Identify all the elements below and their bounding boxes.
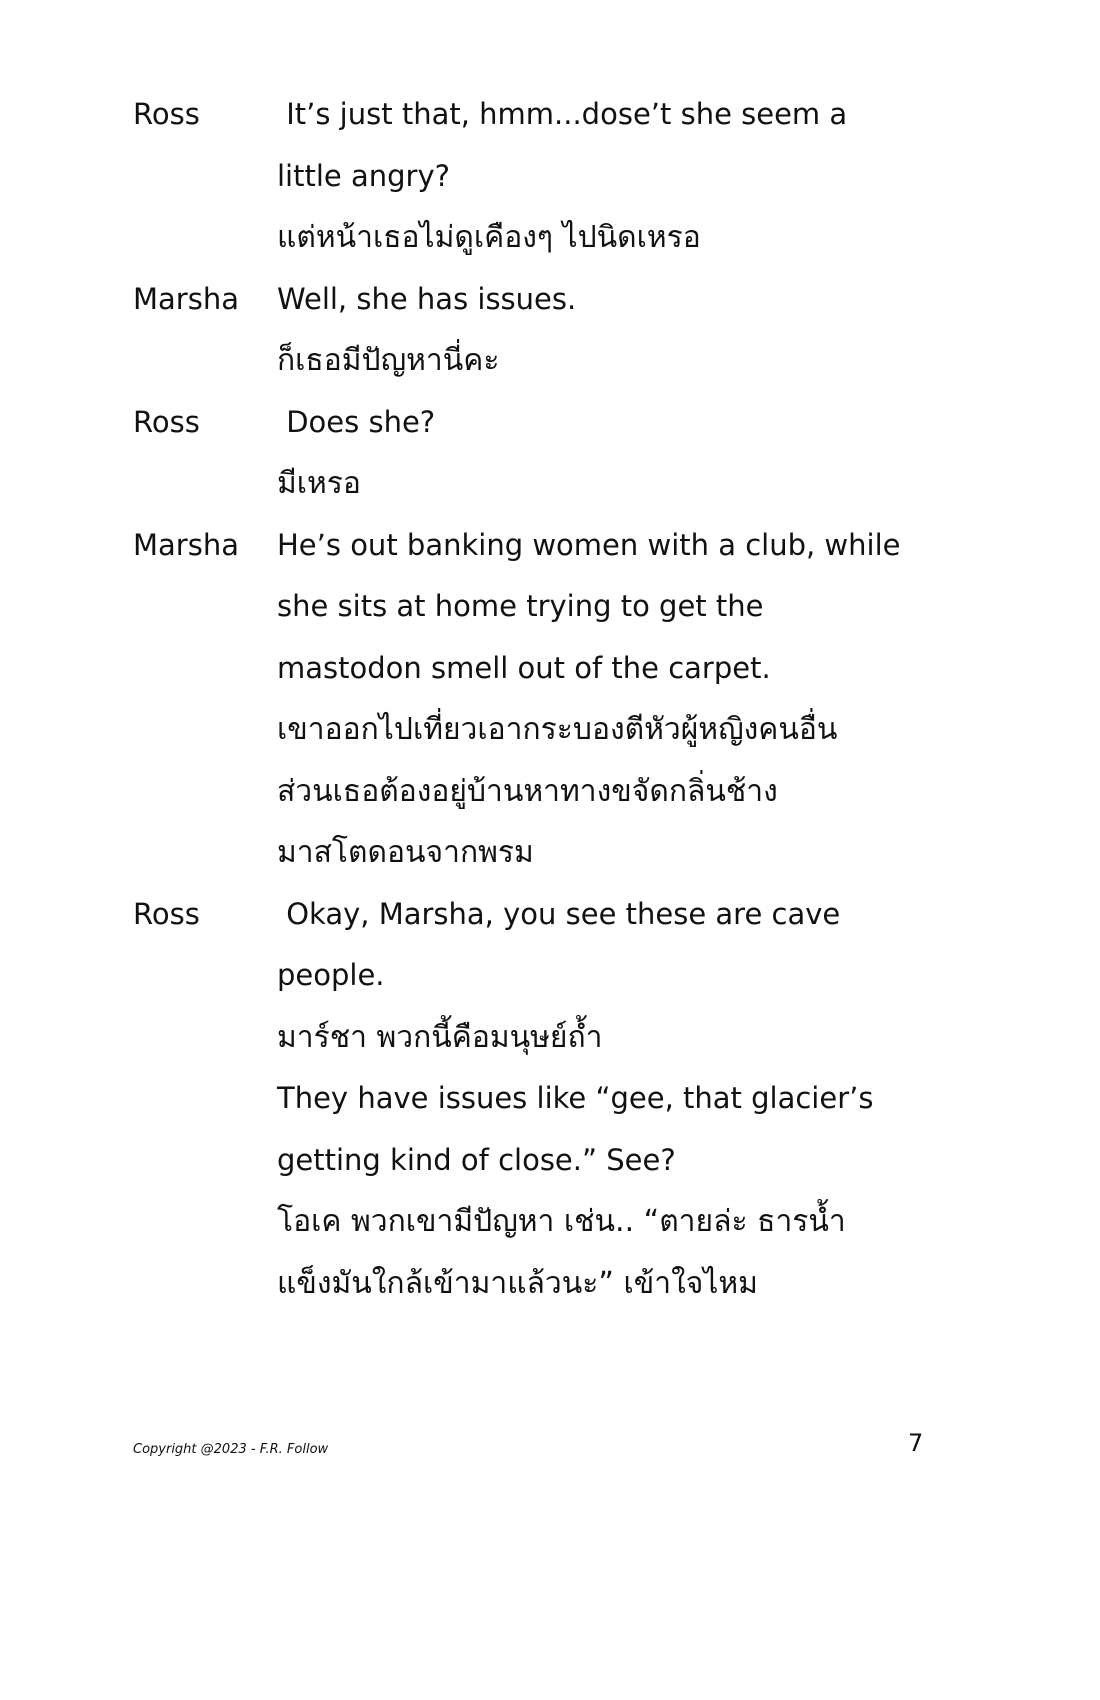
dialogue-line-translation: มาร์ชา พวกนี้คือมนุษย์ถ้ำ	[277, 1019, 603, 1055]
dialogue-exchange	[133, 515, 933, 884]
dialogue-line: mastodon smell out of the carpet.	[277, 650, 771, 685]
speaker-name: Marsha	[133, 281, 239, 316]
dialogue-line: They have issues like “gee, that glacier’s	[277, 1081, 874, 1115]
dialogue-line: people.	[277, 958, 385, 992]
script-dialogue	[133, 84, 933, 1314]
dialogue-line: she sits at home trying to get the	[277, 589, 764, 623]
dialogue-lines	[277, 515, 933, 884]
dialogue-lines	[277, 392, 933, 515]
dialogue-line-translation: โอเค พวกเขามีปัญหา เช่น.. “ตายล่ะ ธารน้ำ	[277, 1204, 846, 1239]
dialogue-line-translation: แข็งมันใกล้เข้ามาแล้วนะ” เข้าใจไหม	[277, 1265, 758, 1301]
dialogue-lines	[277, 84, 933, 269]
dialogue-exchange	[133, 84, 933, 269]
dialogue-lines	[277, 269, 933, 392]
speaker-name: Marsha	[133, 527, 239, 562]
dialogue-line-translation: เขาออกไปเที่ยวเอากระบองตีหัวผู้หญิงคนอื่น	[277, 712, 838, 747]
dialogue-line: getting kind of close.” See?	[277, 1142, 676, 1177]
dialogue-line-translation: แต่หน้าเธอไม่ดูเคืองๆ ไปนิดเหรอ	[277, 220, 701, 255]
copyright-notice: Copyright @2023 - F.R. Follow	[133, 1442, 329, 1457]
dialogue-line: Does she?	[277, 404, 436, 439]
dialogue-exchange	[133, 269, 933, 392]
dialogue-line: It’s just that, hmm...dose’t she seem a	[277, 97, 848, 131]
dialogue-line-translation: ส่วนเธอต้องอยู่บ้านหาทางขจัดกลิ่นช้าง	[277, 773, 778, 809]
dialogue-line-translation: ก็เธอมีปัญหานี่คะ	[277, 343, 500, 378]
dialogue-exchange	[133, 884, 933, 1315]
speaker-name: Ross	[133, 97, 200, 131]
dialogue-line-translation: มีเหรอ	[277, 466, 361, 501]
dialogue-line: Well, she has issues.	[277, 281, 577, 316]
dialogue-exchange	[133, 392, 933, 515]
dialogue-line: He’s out banking women with a club, while	[277, 527, 901, 562]
speaker-name: Ross	[133, 896, 200, 931]
speaker-name: Ross	[133, 404, 200, 439]
dialogue-line: little angry?	[277, 158, 451, 193]
dialogue-lines	[277, 884, 933, 1315]
dialogue-line: Okay, Marsha, you see these are cave	[277, 896, 841, 931]
page-number: 7	[908, 1429, 924, 1457]
dialogue-line-translation: มาสโตดอนจากพรม	[277, 835, 534, 870]
